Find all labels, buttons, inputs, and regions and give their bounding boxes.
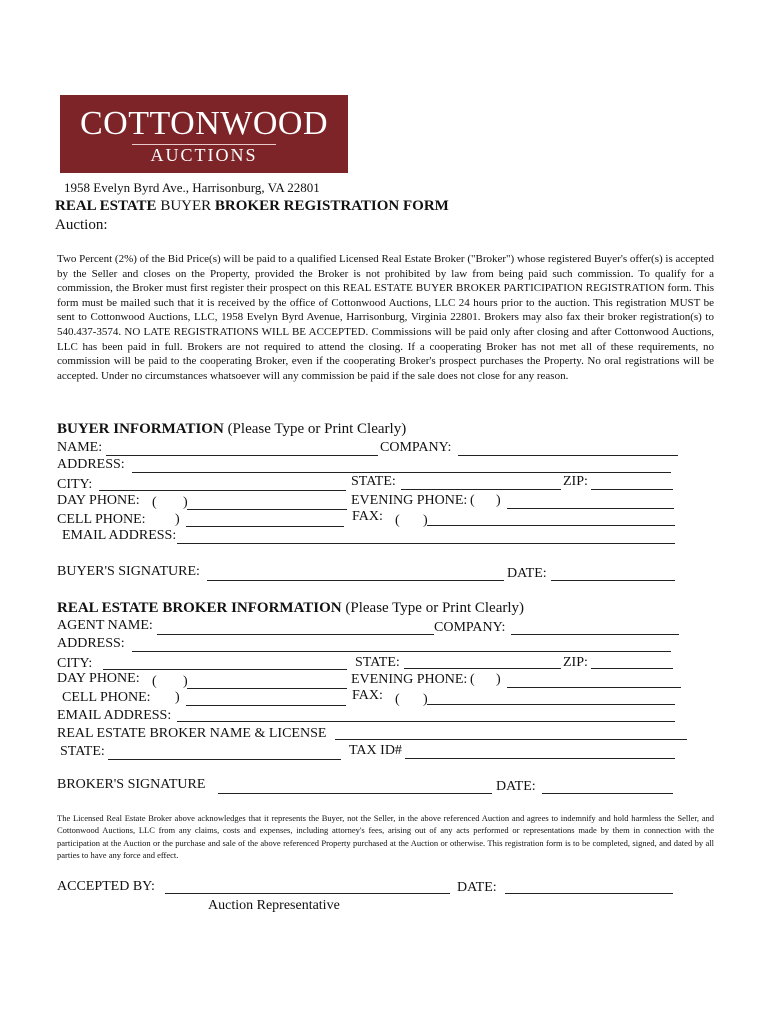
buyer-zip-label: ZIP: [563,474,588,489]
broker-day-phone-label: DAY PHONE: [57,671,140,686]
accepted-by-label: ACCEPTED BY: [57,879,155,894]
buyer-evening-phone-label: EVENING PHONE: [351,493,468,508]
buyer-cell-phone-close-paren: ) [175,512,180,527]
broker-email-label: EMAIL ADDRESS: [57,708,172,723]
broker-cell-phone-close-paren: ) [175,690,180,705]
title-part3: BROKER REGISTRATION FORM [214,198,449,214]
auction-label: Auction: [55,217,108,233]
broker-evening-phone-close-paren: ) [496,672,501,687]
buyer-city-label: CITY: [57,477,93,492]
broker-zip-label: ZIP: [563,655,588,670]
broker-fax-open-paren: ( [395,692,400,707]
buyer-name-field[interactable] [106,455,378,456]
buyer-email-field[interactable] [177,543,675,544]
buyer-heading-rest: (Please Type or Print Clearly) [223,421,407,437]
auction-representative-caption: Auction Representative [208,898,340,913]
buyer-fax-open-paren: ( [395,513,400,528]
broker-evening-phone-open-paren: ( [470,672,475,687]
buyer-address-field[interactable] [132,472,671,473]
broker-address-field[interactable] [132,651,671,652]
broker-fax-label: FAX: [352,688,383,703]
buyer-state-label: STATE: [351,474,396,489]
broker-section-heading [57,600,524,617]
buyer-day-phone-label: DAY PHONE: [57,493,140,508]
buyer-evening-phone-close-paren: ) [496,493,501,508]
buyer-evening-phone-open-paren: ( [470,493,475,508]
broker-date-label: DATE: [496,779,536,794]
buyer-name-label: NAME: [57,440,103,455]
broker-signature-field[interactable] [218,793,492,794]
broker-license-label: REAL ESTATE BROKER NAME & LICENSE [57,726,327,741]
broker-day-phone-open-paren: ( [152,674,157,689]
broker-cell-phone-label: CELL PHONE: [62,690,151,705]
broker-date-field[interactable] [542,793,673,794]
broker-city-field[interactable] [103,669,347,670]
acceptance-date-field[interactable] [505,893,673,894]
broker-day-phone-field[interactable] [187,688,347,689]
buyer-date-field[interactable] [551,580,675,581]
broker-heading-bold: REAL ESTATE BROKER INFORMATION [57,600,342,616]
buyer-section-heading [57,421,406,438]
buyer-signature-label: BUYER'S SIGNATURE: [57,564,200,579]
broker-evening-phone-label: EVENING PHONE: [351,672,468,687]
buyer-signature-field[interactable] [207,580,504,581]
broker-state2-field[interactable] [108,759,341,760]
buyer-company-field[interactable] [458,455,678,456]
buyer-day-phone-close-paren: ) [183,495,188,510]
buyer-email-label: EMAIL ADDRESS: [62,528,177,543]
broker-email-field[interactable] [177,721,675,722]
office-address: 1958 Evelyn Byrd Ave., Harrisonburg, VA 22801 [64,180,320,195]
broker-city-label: CITY: [57,656,93,671]
broker-evening-phone-field[interactable] [507,687,681,688]
buyer-heading-bold: BUYER INFORMATION [57,421,224,437]
broker-day-phone-close-paren: ) [183,674,188,689]
buyer-address-label: ADDRESS: [57,457,125,472]
logo-line1: COTTONWOOD [79,105,328,142]
broker-address-label: ADDRESS: [57,636,125,651]
broker-heading-rest: (Please Type or Print Clearly) [341,600,525,616]
buyer-fax-field[interactable] [427,525,675,526]
broker-company-field[interactable] [511,634,679,635]
accepted-by-field[interactable] [165,893,450,894]
buyer-day-phone-field[interactable] [187,509,347,510]
buyer-fax-label: FAX: [352,509,383,524]
buyer-evening-phone-field[interactable] [507,508,674,509]
logo-line2: AUCTIONS [150,145,258,165]
cottonwood-auctions-logo [60,95,348,173]
broker-state-field[interactable] [404,668,561,669]
buyer-city-field[interactable] [99,490,346,491]
buyer-day-phone-open-paren: ( [152,495,157,510]
broker-tax-id-field[interactable] [405,758,675,759]
broker-fax-field[interactable] [427,704,675,705]
broker-state2-label: STATE: [60,744,105,759]
broker-state-label: STATE: [355,655,400,670]
broker-license-field[interactable] [335,739,687,740]
form-title [55,198,449,215]
buyer-state-field[interactable] [401,489,561,490]
acceptance-date-label: DATE: [457,880,497,895]
buyer-fax-close-paren: ) [423,513,428,528]
buyer-cell-phone-field[interactable] [186,526,344,527]
disclaimer-paragraph: The Licensed Real Estate Broker above acknowledges that it represents the Buyer, not the Seller, in the above referenced Auction and agrees to indemnify and hold harmless the Seller, and Cottonwood Auctions, LLC from any claims, costs and expenses, including attorney's fees, arising out of any acts performed or representations made by them in connection with the participation at the Auction or the purchase and sale of the above referenced Property purchased at the Auction or otherwise. This registration form is to be completed, signed, and dated by all parties to have any force and effect. [57,813,714,861]
broker-signature-label: BROKER'S SIGNATURE [57,777,206,792]
buyer-date-label: DATE: [507,566,547,581]
intro-paragraph: Two Percent (2%) of the Bid Price(s) will be paid to a qualified Licensed Real Estate Broker ("Broker") whose registered Buyer's offer(s) is accepted by the Seller and closes on the Property, provided the Broker is not prohibited by law from being paid such commission. To qualify for a commission, the Broker must first register their prospect on this REAL ESTATE BUYER BROKER PARTICIPATION REGISTRATION form. This form must be mailed such that it is received by the office of Cottonwood Auctions, LLC 24 hours prior to the auction. This registration MUST be sent to Cottonwood Auctions, LLC, 1958 Evelyn Byrd Avenue, Harrisonburg, Virginia 22801. Brokers may also fax their broker registration(s) to 540.437-3574. NO LATE REGISTRATIONS WILL BE ACCEPTED. Commissions will be paid only after closing and after Cottonwood Auctions, LLC has been paid in full. Brokers are not required to attend the closing. If a cooperating Broker has not met all of these requirements, no commission will be paid to the cooperating Broker, even if the cooperating Broker's prospect purchases the Property. No oral registrations will be accepted. Under no circumstances whatsoever will any commission be paid if the sale does not close for any reason. [57,253,714,382]
buyer-zip-field[interactable] [591,489,673,490]
title-part1: REAL ESTATE [55,198,157,214]
broker-company-label: COMPANY: [434,620,506,635]
broker-fax-close-paren: ) [423,692,428,707]
broker-zip-field[interactable] [591,668,673,669]
broker-cell-phone-field[interactable] [186,705,346,706]
broker-tax-id-label: TAX ID# [349,743,402,758]
broker-agent-name-label: AGENT NAME: [57,618,153,633]
broker-agent-name-field[interactable] [157,634,434,635]
title-part2: BUYER [156,198,215,214]
buyer-cell-phone-label: CELL PHONE: [57,512,146,527]
buyer-company-label: COMPANY: [380,440,452,455]
